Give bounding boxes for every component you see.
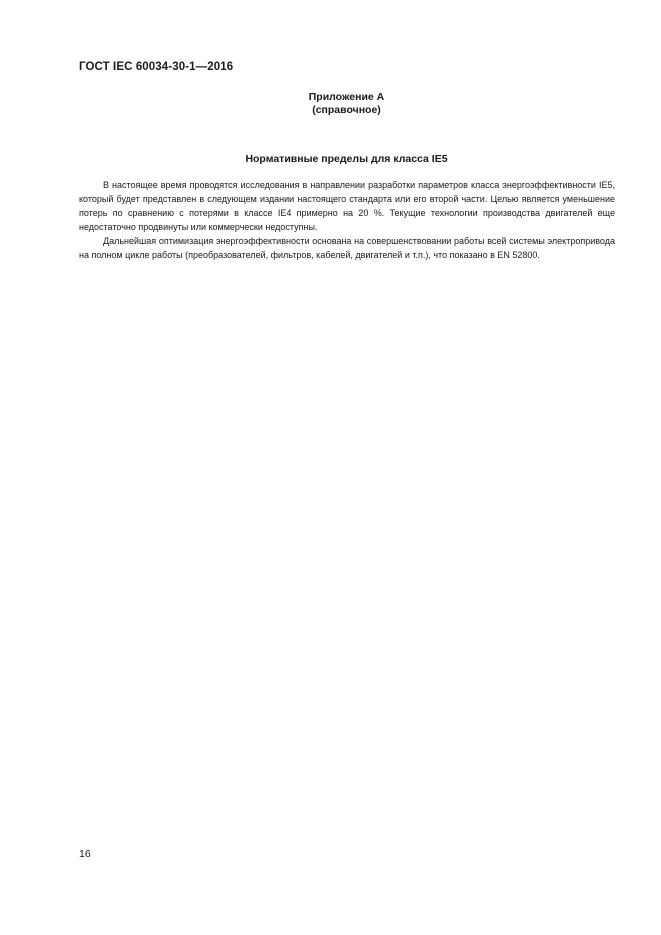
- body-text: [79, 178, 615, 262]
- page-number: 16: [79, 848, 91, 860]
- paragraph-1: В настоящее время проводятся исследования в направлении разработки параметров класса энергоэффективности IE5, который будет представлен в следующем издании настоящего стандарта или его второй части. Целью является уменьшение потерь по сравнению с потерями в классе IE4 примерно на 20 %. Текущие технологии производства двигателей еще недостаточно продвинуты или коммерчески недоступны.: [79, 180, 615, 232]
- appendix-type: (справочное): [312, 103, 381, 116]
- appendix-heading: [0, 91, 661, 116]
- section-title: Нормативные пределы для класса IE5: [245, 153, 448, 165]
- paragraph-2: Дальнейшая оптимизация энергоэффективности основана на совершенствовании работы всей системы электропривода на полном цикле работы (преобразователей, фильтров, кабелей, двигателей и т.п.), что показано в EN 52800.: [79, 236, 615, 260]
- appendix-title: Приложение А: [308, 91, 385, 103]
- document-code-header: ГОСТ IEC 60034-30-1—2016: [79, 61, 234, 73]
